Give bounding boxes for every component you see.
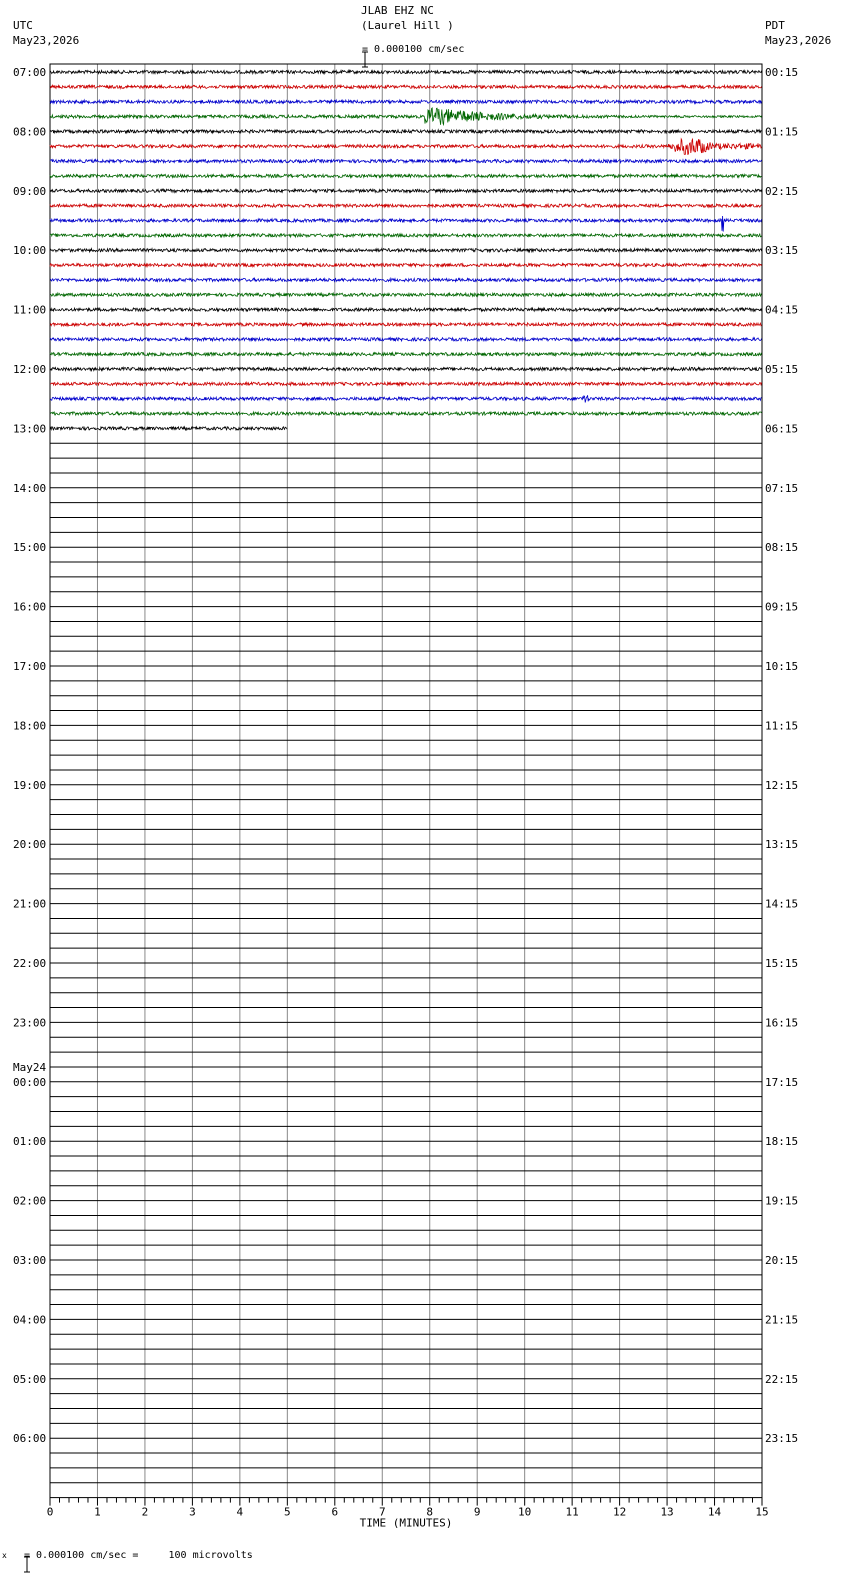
trace-row: [50, 412, 762, 415]
right-hour-label: 12:15: [765, 778, 799, 792]
right-hour-label: 18:15: [765, 1135, 799, 1149]
left-hour-label: 17:00: [13, 660, 47, 673]
right-hour-label: 11:15: [765, 719, 799, 733]
trace-row: [50, 85, 762, 88]
right-hour-label: 23:15: [765, 1432, 799, 1446]
right-hour-label: 04:15: [765, 303, 799, 317]
left-hour-label: 01:00: [13, 1135, 47, 1149]
right-hour-label: 15:15: [765, 957, 799, 970]
left-hour-label: 10:00: [13, 244, 47, 258]
x-tick-label: 8: [426, 1505, 434, 1519]
trace-row: [50, 293, 762, 296]
right-timezone: PDT: [765, 19, 785, 32]
x-tick-label: 5: [284, 1505, 291, 1519]
right-hour-label: 14:15: [765, 897, 799, 911]
trace-row: [50, 130, 762, 133]
left-hour-label: 07:00: [13, 66, 47, 79]
right-hour-label: 13:15: [765, 838, 799, 852]
left-hour-label: 00:00: [13, 1075, 47, 1089]
corner-mark: x: [2, 1551, 7, 1560]
left-hour-label: 09:00: [13, 184, 47, 198]
right-hour-label: 00:15: [765, 66, 799, 79]
trace-row: [50, 382, 762, 385]
trace-row: [50, 234, 762, 237]
x-tick-label: 13: [660, 1505, 674, 1519]
right-hour-label: 05:15: [765, 363, 799, 376]
left-hour-label: 03:00: [13, 1254, 47, 1267]
trace-row: [50, 338, 762, 341]
scale-text: = 0.000100 cm/sec: [362, 44, 465, 55]
left-hour-label: 16:00: [13, 600, 47, 614]
x-tick-label: 9: [473, 1505, 481, 1519]
left-hour-label: 04:00: [13, 1313, 47, 1327]
left-hour-label: 06:00: [13, 1432, 47, 1446]
left-hour-label: 05:00: [13, 1372, 47, 1386]
left-hour-label: 08:00: [13, 125, 47, 139]
trace-row: [50, 139, 762, 155]
x-tick-label: 15: [755, 1505, 769, 1519]
date-change-label: May24: [13, 1060, 47, 1074]
right-hour-label: 19:15: [765, 1194, 799, 1208]
trace-row: [50, 216, 762, 232]
left-hour-label: 12:00: [13, 363, 47, 376]
station-title: JLAB EHZ NC: [361, 4, 434, 17]
left-hour-label: 23:00: [13, 1016, 47, 1030]
trace-row: [50, 189, 762, 192]
left-timezone: UTC: [13, 19, 33, 32]
x-tick-label: 0: [46, 1505, 54, 1519]
trace-row: [50, 204, 762, 207]
right-hour-label: 09:15: [765, 600, 799, 614]
trace-row: [50, 353, 762, 356]
x-tick-label: 2: [141, 1505, 149, 1519]
right-hour-label: 03:15: [765, 244, 799, 258]
right-hour-label: 06:15: [765, 422, 799, 436]
left-hour-label: 15:00: [13, 541, 47, 555]
right-hour-label: 02:15: [765, 184, 799, 198]
left-hour-label: 20:00: [13, 838, 47, 852]
right-hour-label: 17:15: [765, 1075, 799, 1089]
right-hour-label: 01:15: [765, 125, 799, 139]
left-hour-label: 21:00: [13, 897, 47, 911]
x-tick-label: 14: [707, 1505, 722, 1519]
trace-row: [50, 70, 762, 73]
trace-row: [50, 160, 762, 163]
trace-row: [50, 100, 762, 103]
left-hour-label: 13:00: [13, 422, 47, 436]
trace-row: [50, 395, 762, 402]
left-hour-label: 19:00: [13, 778, 47, 792]
x-tick-label: 7: [378, 1505, 386, 1519]
x-tick-label: 6: [331, 1505, 339, 1519]
trace-row: [50, 249, 762, 252]
x-tick-label: 12: [612, 1505, 627, 1519]
x-tick-label: 1: [94, 1505, 101, 1519]
right-hour-label: 08:15: [765, 541, 799, 555]
left-hour-label: 14:00: [13, 481, 47, 495]
x-tick-label: 11: [565, 1505, 579, 1519]
x-axis-label: TIME (MINUTES): [359, 1516, 453, 1530]
trace-row: [50, 323, 762, 326]
right-hour-label: 07:15: [765, 481, 799, 495]
x-tick-label: 10: [518, 1505, 532, 1519]
trace-row: [50, 174, 762, 177]
trace-row: [50, 278, 762, 281]
right-hour-label: 20:15: [765, 1254, 799, 1267]
right-hour-label: 16:15: [765, 1016, 799, 1030]
trace-row: [50, 367, 762, 370]
left-hour-label: 02:00: [13, 1194, 47, 1208]
trace-row: [50, 427, 287, 430]
footer-scale-text: = 0.000100 cm/sec = 100 microvolts: [24, 1550, 253, 1561]
right-hour-label: 10:15: [765, 660, 799, 673]
right-date: May23,2026: [765, 34, 832, 47]
x-tick-label: 3: [189, 1505, 196, 1519]
trace-row: [50, 308, 762, 311]
right-hour-label: 21:15: [765, 1313, 799, 1327]
left-date: May23,2026: [13, 34, 80, 47]
station-location: (Laurel Hill ): [361, 19, 454, 32]
x-tick-label: 4: [236, 1505, 244, 1519]
left-hour-label: 18:00: [13, 719, 47, 733]
left-hour-label: 11:00: [13, 303, 47, 317]
left-hour-label: 22:00: [13, 957, 47, 970]
trace-row: [50, 264, 762, 267]
right-hour-label: 22:15: [765, 1372, 799, 1386]
trace-row: [50, 108, 762, 125]
